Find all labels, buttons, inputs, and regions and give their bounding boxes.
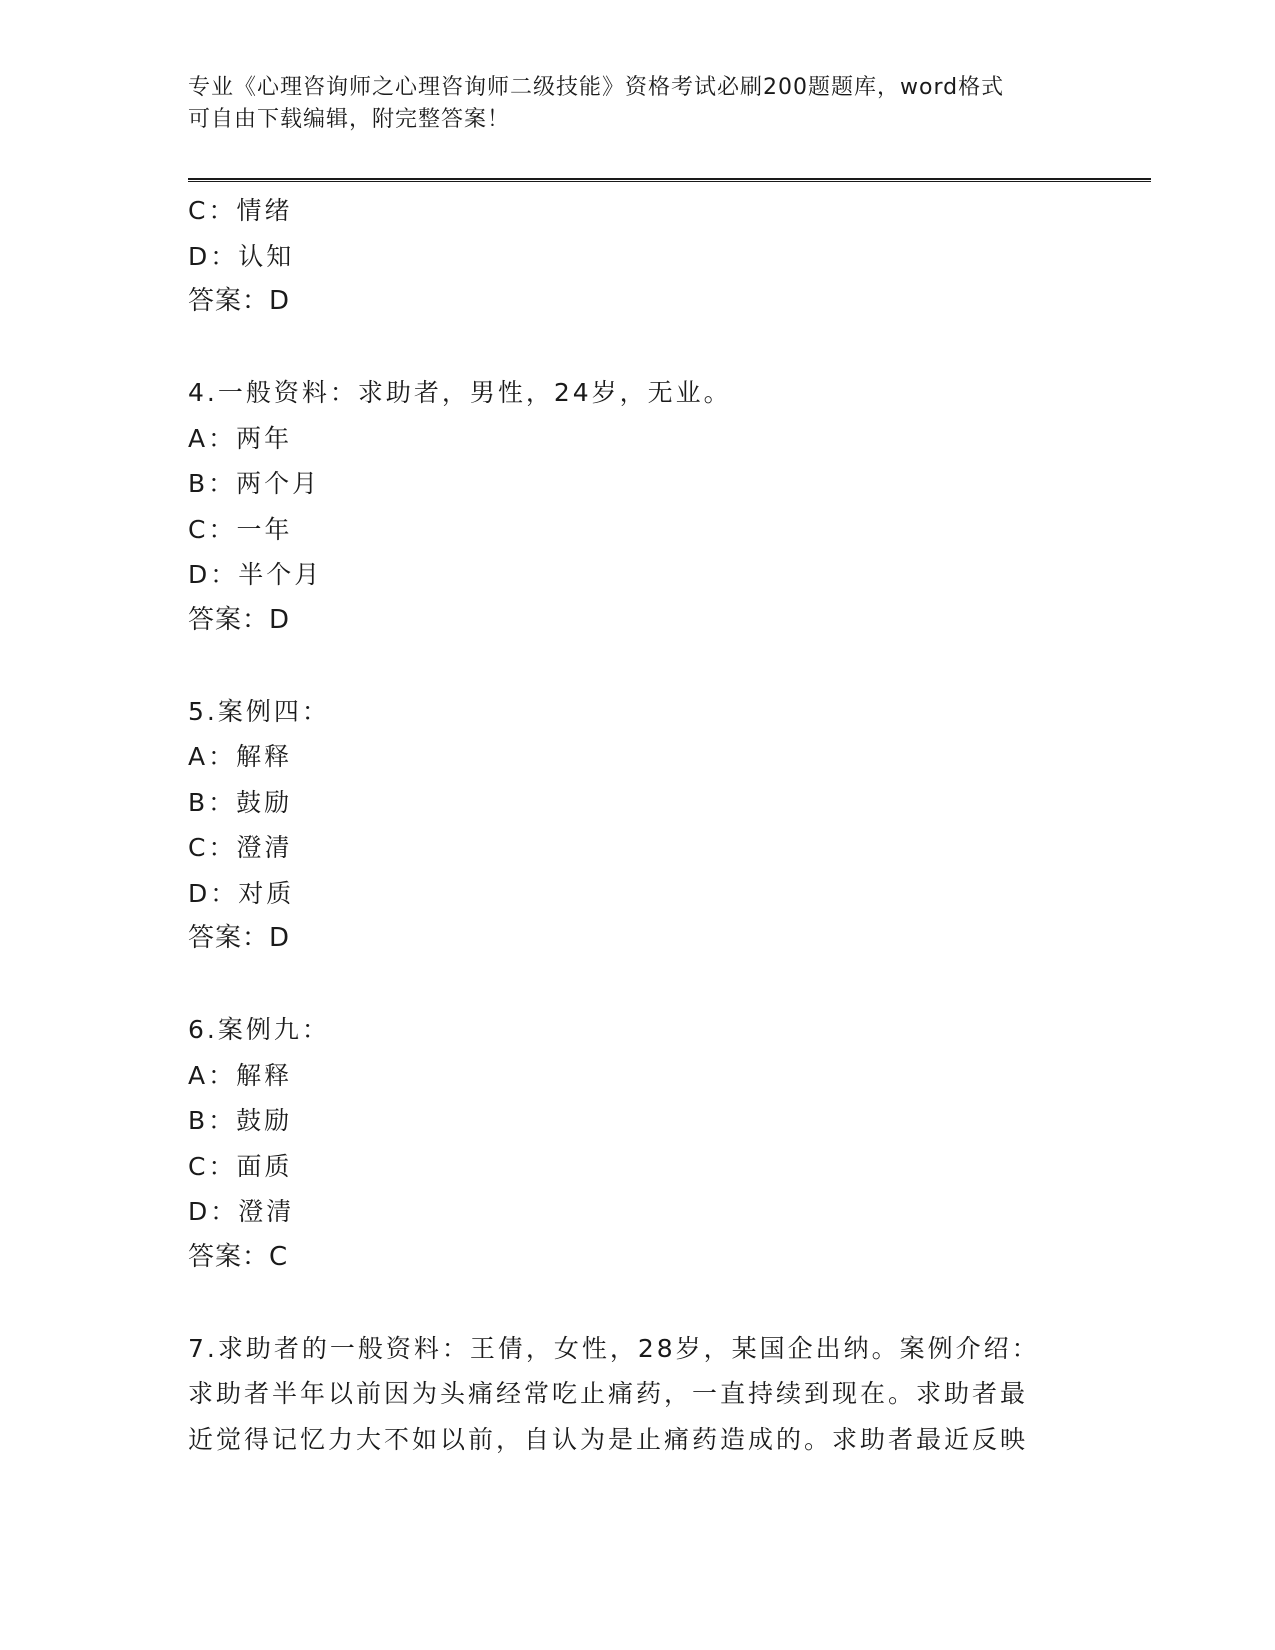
header-divider xyxy=(188,178,1151,182)
option-d: D：认知 xyxy=(188,241,295,271)
question-6 xyxy=(188,1007,1088,1280)
question-list xyxy=(188,188,1088,1462)
answer-label: 答案：D xyxy=(188,604,291,635)
option-c: C：澄清 xyxy=(188,833,293,862)
question-7 xyxy=(188,1326,1088,1463)
answer-label: 答案：D xyxy=(188,923,291,953)
option-a: A：两年 xyxy=(188,423,293,453)
header-title-line-2: 可自由下载编辑，附完整答案！ xyxy=(188,107,511,132)
spacer xyxy=(188,1280,1088,1326)
spacer xyxy=(188,325,1088,371)
option-d: D：澄清 xyxy=(188,1197,295,1226)
option-d: D：半个月 xyxy=(188,560,323,589)
option-b: B：两个月 xyxy=(188,469,321,498)
question-text-line-2: 求助者半年以前因为头痛经常吃止痛药，一直持续到现在。求助者最 xyxy=(188,1379,1029,1408)
question-stem: 5.案例四： xyxy=(188,696,330,726)
answer-label: 答案：C xyxy=(188,1241,289,1272)
option-b: B：鼓励 xyxy=(188,1106,293,1135)
question-stem: 6.案例九： xyxy=(188,1015,330,1044)
option-b: B：鼓励 xyxy=(188,787,293,817)
option-c: C：面质 xyxy=(188,1151,293,1181)
option-c: C：情绪 xyxy=(188,196,293,225)
option-d: D：对质 xyxy=(188,878,295,908)
spacer xyxy=(188,962,1088,1008)
question-text-line-1: 7.求助者的一般资料：王倩，女性，28岁，某国企出纳。案例介绍： xyxy=(188,1333,1040,1363)
question-stem: 4.一般资料：求助者，男性，24岁，无业。 xyxy=(188,378,732,407)
question-text-line-3: 近觉得记忆力大不如以前，自认为是止痛药造成的。求助者最近反映 xyxy=(188,1424,1029,1454)
question-5 xyxy=(188,689,1088,962)
header-title-line-1: 专业《心理咨询师之心理咨询师二级技能》资格考试必刷200题题库，word格式 xyxy=(188,75,1005,100)
option-a: A：解释 xyxy=(188,742,293,771)
spacer xyxy=(188,643,1088,689)
question-3-tail xyxy=(188,188,1088,325)
answer-label: 答案：D xyxy=(188,286,291,316)
option-a: A：解释 xyxy=(188,1060,293,1090)
document-header xyxy=(188,72,1068,136)
question-4 xyxy=(188,370,1088,643)
option-c: C：一年 xyxy=(188,514,293,544)
